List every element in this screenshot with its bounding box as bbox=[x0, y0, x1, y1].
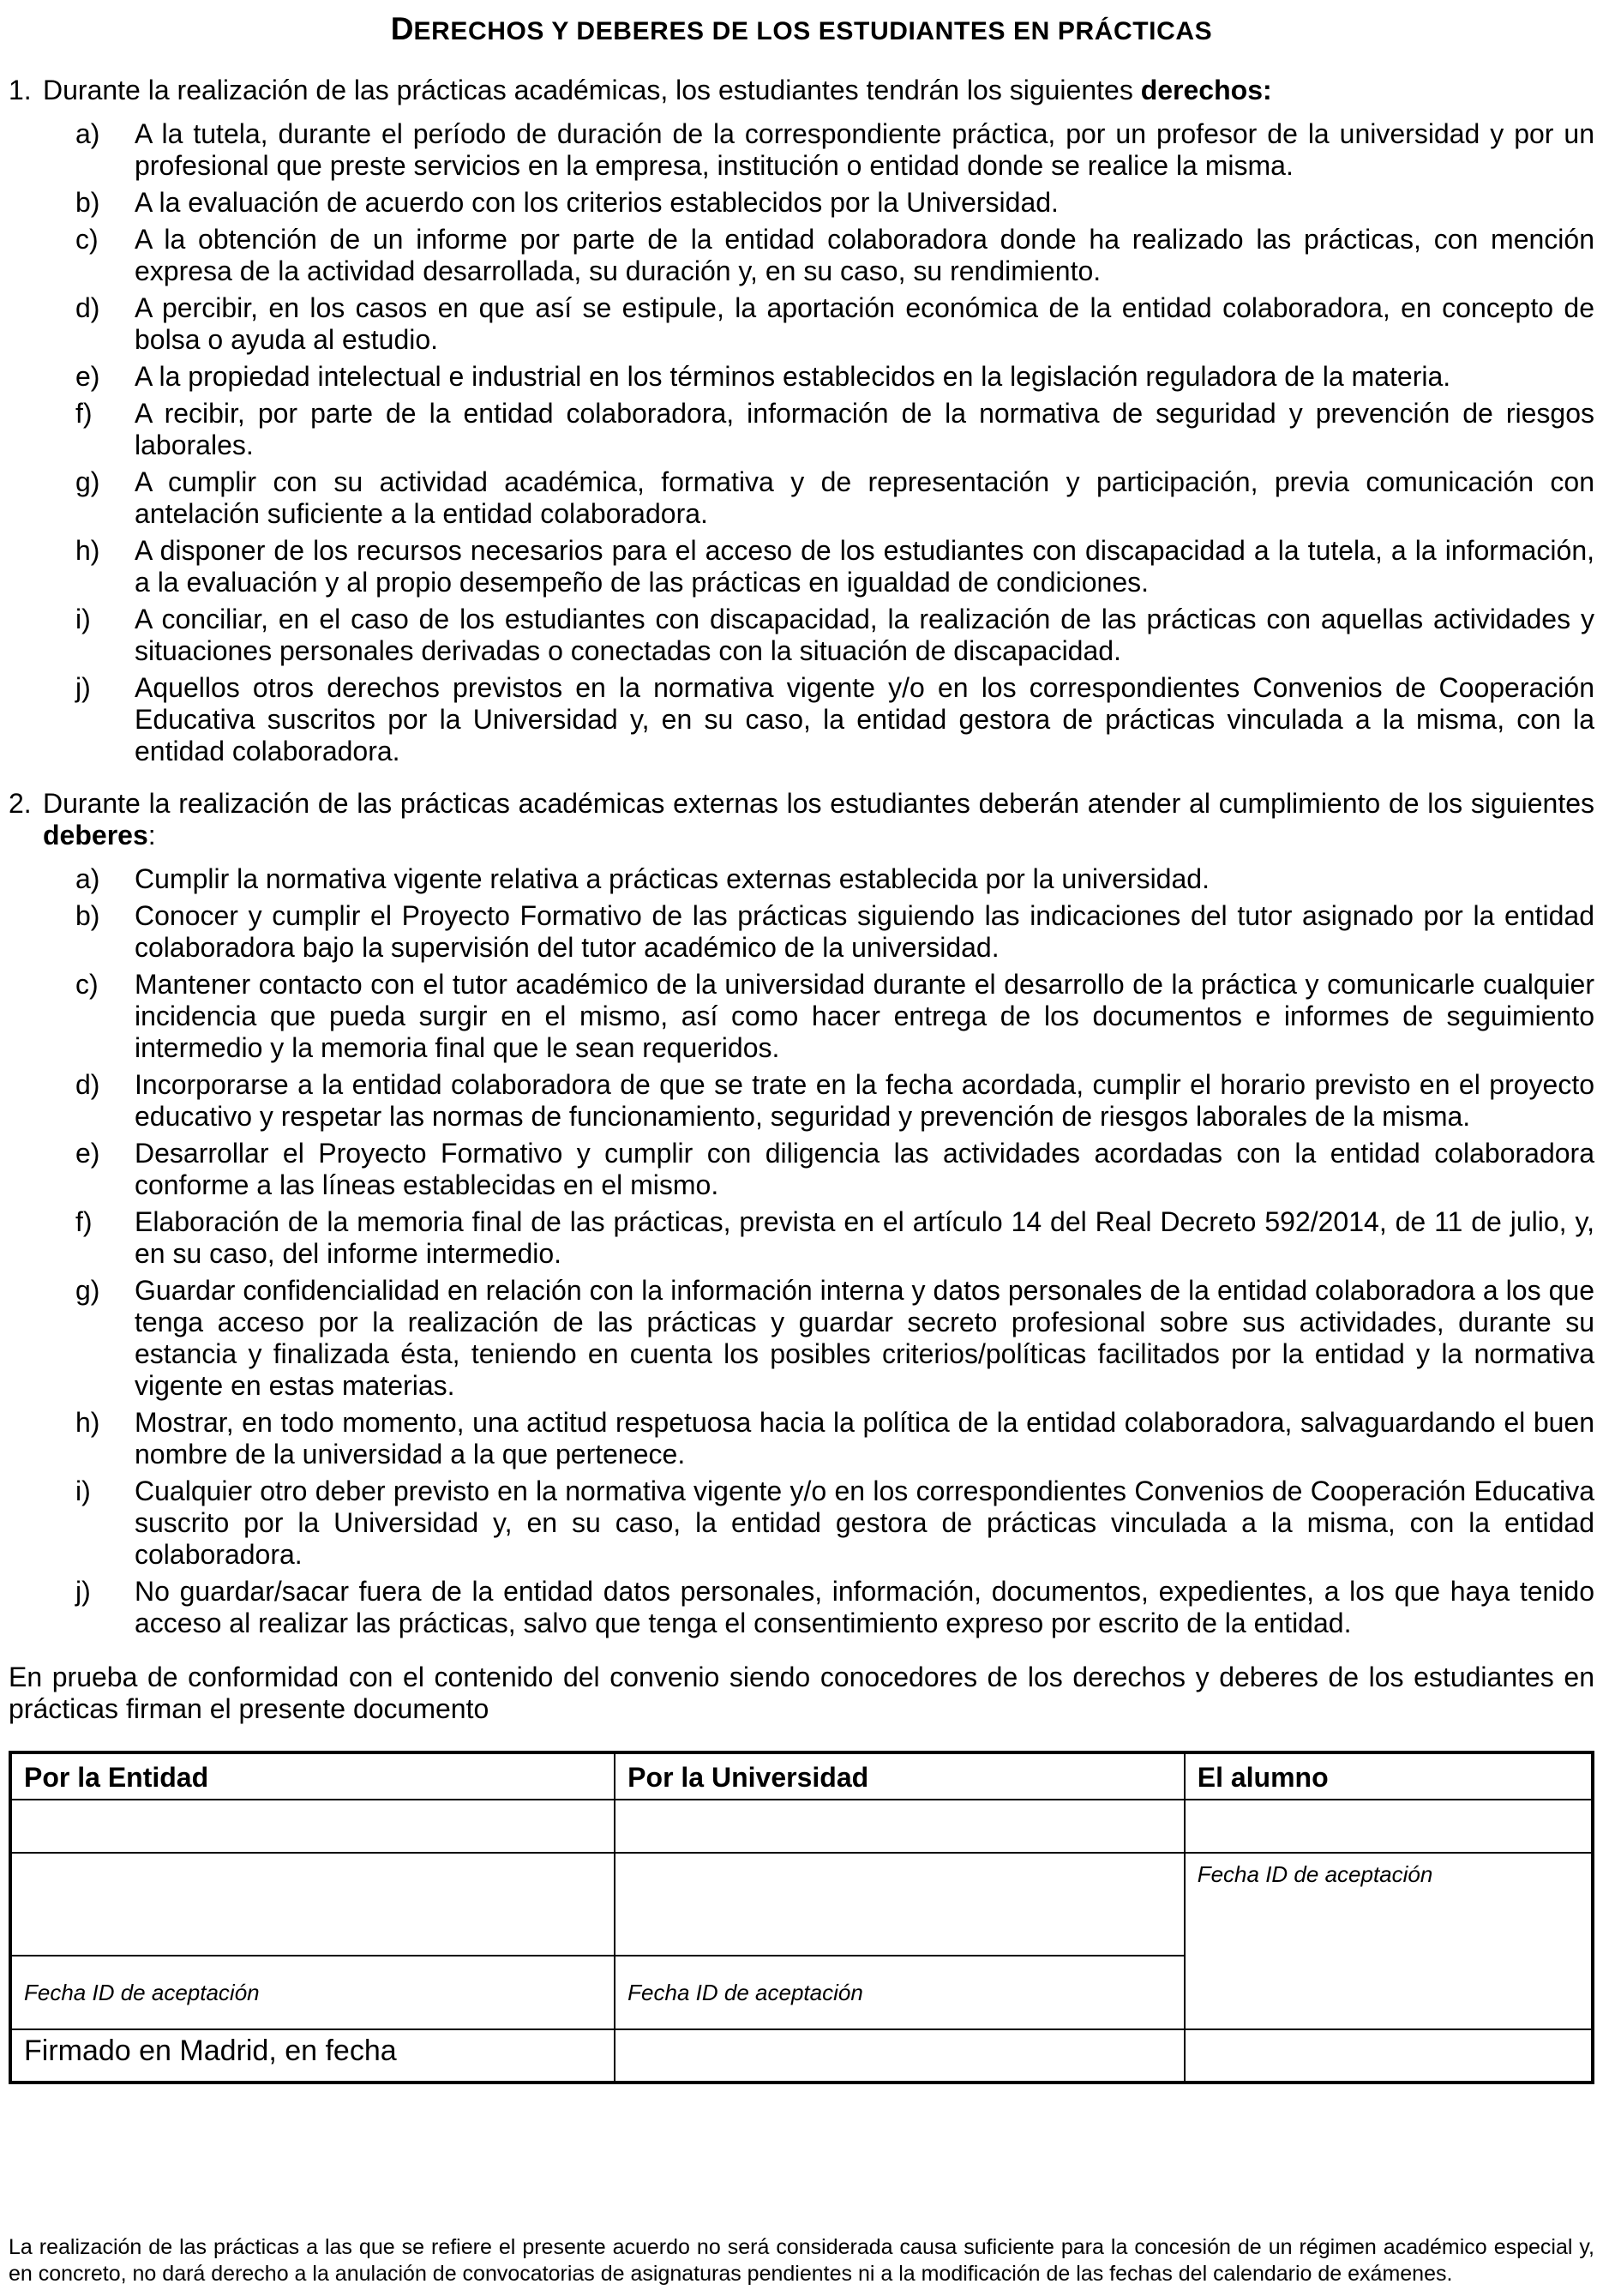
header-universidad: Por la Universidad bbox=[615, 1752, 1185, 1800]
list-item bbox=[9, 672, 1594, 767]
section-intro bbox=[9, 75, 1594, 106]
item-text: Elaboración de la memoria final de las prácticas, prevista en el artículo 14 del Real Decreto 592/2014, de 11 de julio, y, en su caso, del informe intermedio. bbox=[135, 1206, 1594, 1269]
signature-space-entidad bbox=[10, 1853, 615, 1956]
intro-bold-word: derechos: bbox=[1140, 75, 1272, 105]
title-rest: ERECHOS Y DEBERES DE LOS ESTUDIANTES EN PRÁCTICAS bbox=[413, 17, 1213, 45]
item-label: e) bbox=[75, 361, 100, 392]
item-text: A disponer de los recursos necesarios para el acceso de los estudiantes con discapacidad a la tutela, a la información, a la evaluación y al propio desempeño de las prácticas en igualdad de condiciones. bbox=[135, 535, 1594, 598]
signature-table-header-row bbox=[10, 1752, 1593, 1800]
item-text: Aquellos otros derechos previstos en la normativa vigente y/o en los correspondientes Convenios de Cooperación Educativa suscritos por la Universidad y, en su caso, la entidad gestora de prácticas vinculada a la misma, con la entidad colaboradora. bbox=[135, 672, 1594, 766]
header-alumno: El alumno bbox=[1185, 1752, 1593, 1800]
list-item bbox=[9, 224, 1594, 287]
empty-cell-universidad bbox=[615, 1800, 1185, 1853]
item-text: A la obtención de un informe por parte de la entidad colaboradora donde ha realizado las prácticas, con mención expresa de la actividad desarrollada, su duración y, en su caso, su rendimiento. bbox=[135, 224, 1594, 286]
item-label: d) bbox=[75, 1069, 100, 1100]
fecha-aceptacion-alumno: Fecha ID de aceptación bbox=[1185, 1853, 1593, 2029]
signature-table bbox=[9, 1751, 1594, 2084]
firmado-row bbox=[10, 2029, 1593, 2083]
list-item bbox=[9, 1138, 1594, 1201]
list-item bbox=[9, 361, 1594, 393]
item-label: i) bbox=[75, 1476, 91, 1506]
item-label: c) bbox=[75, 969, 99, 1000]
bottom-empty-universidad bbox=[615, 2029, 1185, 2083]
list-item bbox=[9, 398, 1594, 461]
item-text: A la tutela, durante el período de duración de la correspondiente práctica, por un profesor de la universidad y por un profesional que preste servicios en la empresa, institución o entidad donde se realice la misma. bbox=[135, 118, 1594, 181]
list-item bbox=[9, 604, 1594, 667]
item-text: Mostrar, en todo momento, una actitud respetuosa hacia la política de la entidad colaboradora, salvaguardando el buen nombre de la universidad a la que pertenece. bbox=[135, 1407, 1594, 1470]
item-label: a) bbox=[75, 863, 100, 894]
header-entidad: Por la Entidad bbox=[10, 1752, 615, 1800]
item-text: No guardar/sacar fuera de la entidad datos personales, información, documentos, expedientes, a los que haya tenido acceso al realizar las prácticas, salvo que tenga el consentimiento expreso por escrito de la entidad. bbox=[135, 1576, 1594, 1638]
item-text: Desarrollar el Proyecto Formativo y cumplir con diligencia las actividades acordadas con la entidad colaboradora conforme a las líneas establecidas en el mismo. bbox=[135, 1138, 1594, 1200]
item-label: j) bbox=[75, 672, 91, 703]
list-item bbox=[9, 1576, 1594, 1639]
page-title bbox=[9, 12, 1594, 49]
duties-list bbox=[9, 863, 1594, 1639]
list-item bbox=[9, 292, 1594, 356]
intro-bold-word: deberes bbox=[43, 820, 148, 850]
item-text: A cumplir con su actividad académica, formativa y de representación y participación, previa comunicación con antelación suficiente a la entidad colaboradora. bbox=[135, 466, 1594, 529]
signature-space-universidad bbox=[615, 1853, 1185, 1956]
list-item bbox=[9, 863, 1594, 895]
item-label: a) bbox=[75, 118, 100, 149]
item-label: h) bbox=[75, 535, 100, 566]
title-initial: D bbox=[390, 11, 414, 46]
item-label: f) bbox=[75, 1206, 93, 1237]
bottom-empty-alumno bbox=[1185, 2029, 1593, 2083]
list-item bbox=[9, 187, 1594, 219]
intro-after: : bbox=[147, 820, 156, 850]
item-label: g) bbox=[75, 466, 100, 497]
list-item bbox=[9, 1206, 1594, 1270]
list-item bbox=[9, 1476, 1594, 1571]
item-label: e) bbox=[75, 1138, 100, 1169]
intro-text: Durante la realización de las prácticas académicas externas los estudiantes deberán atender al cumplimiento de los siguientes bbox=[43, 788, 1594, 819]
rights-list bbox=[9, 118, 1594, 767]
item-text: Incorporarse a la entidad colaboradora de que se trate en la fecha acordada, cumplir el horario previsto en el proyecto educativo y respetar las normas de funcionamiento, seguridad y prevención de riesgos laborales de la misma. bbox=[135, 1069, 1594, 1132]
item-text: A la propiedad intelectual e industrial en los términos establecidos en la legislación reguladora de la materia. bbox=[135, 361, 1451, 392]
item-label: d) bbox=[75, 292, 100, 323]
item-text: Guardar confidencialidad en relación con la información interna y datos personales de la entidad colaboradora a los que tenga acceso por la realización de las prácticas y guardar secreto profesional sobre sus actividades, durante su estancia y finalizada ésta, teniendo en cuenta los posibles criterios/políticas facilitados por la entidad y la normativa vigente en estas materias. bbox=[135, 1275, 1594, 1401]
section-intro-text bbox=[43, 75, 1594, 106]
footnote: La realización de las prácticas a las que se refiere el presente acuerdo no será considerada causa suficiente para la concesión de un régimen académico especial y, en concreto, no dará derecho a la anulación de convocatorias de asignaturas pendientes ni a la modificación de las fechas del calendario de exámenes. bbox=[9, 2235, 1594, 2286]
rights-section bbox=[9, 75, 1594, 767]
list-item bbox=[9, 1069, 1594, 1133]
item-text: A la evaluación de acuerdo con los criterios establecidos por la Universidad. bbox=[135, 187, 1059, 218]
item-text: Cumplir la normativa vigente relativa a prácticas externas establecida por la universidad. bbox=[135, 863, 1210, 894]
list-item bbox=[9, 900, 1594, 964]
closing-paragraph: En prueba de conformidad con el contenido del convenio siendo conocedores de los derechos y deberes de los estudiantes en prácticas firman el presente documento bbox=[9, 1662, 1594, 1724]
item-label: f) bbox=[75, 398, 93, 429]
item-text: Cualquier otro deber previsto en la normativa vigente y/o en los correspondientes Convenios de Cooperación Educativa suscrito por la Universidad y, en su caso, la entidad gestora de prácticas vinculada a la misma, con la entidad colaboradora. bbox=[135, 1476, 1594, 1570]
list-item bbox=[9, 969, 1594, 1064]
item-text: A recibir, por parte de la entidad colaboradora, información de la normativa de seguridad y prevención de riesgos laborales. bbox=[135, 398, 1594, 460]
fecha-aceptacion-universidad: Fecha ID de aceptación bbox=[615, 1956, 1185, 2029]
list-item bbox=[9, 466, 1594, 530]
item-label: c) bbox=[75, 224, 99, 255]
item-label: b) bbox=[75, 900, 100, 931]
item-label: j) bbox=[75, 1576, 91, 1607]
fecha-aceptacion-entidad: Fecha ID de aceptación bbox=[10, 1956, 615, 2029]
firmado-label: Firmado en Madrid, en fecha bbox=[10, 2029, 615, 2083]
empty-cell-entidad bbox=[10, 1800, 615, 1853]
list-item bbox=[9, 1275, 1594, 1402]
intro-text: Durante la realización de las prácticas académicas, los estudiantes tendrán los siguientes bbox=[43, 75, 1141, 105]
item-text: Mantener contacto con el tutor académico de la universidad durante el desarrollo de la práctica y comunicarle cualquier incidencia que pueda surgir en el mismo, así como hacer entrega de los documentos e informes de seguimiento intermedio y la memoria final que le sean requeridos. bbox=[135, 969, 1594, 1063]
item-text: Conocer y cumplir el Proyecto Formativo de las prácticas siguiendo las indicaciones del tutor asignado por la entidad colaboradora bajo la supervisión del tutor académico de la universidad. bbox=[135, 900, 1594, 963]
section-number: 2. bbox=[9, 788, 32, 819]
list-item bbox=[9, 535, 1594, 598]
item-text: A percibir, en los casos en que así se estipule, la aportación económica de la entidad colaboradora, en concepto de bolsa o ayuda al estudio. bbox=[135, 292, 1594, 355]
section-number: 1. bbox=[9, 75, 32, 105]
section-intro bbox=[9, 788, 1594, 851]
item-label: b) bbox=[75, 187, 100, 218]
list-item bbox=[9, 1407, 1594, 1470]
item-label: i) bbox=[75, 604, 91, 634]
empty-row bbox=[10, 1800, 1593, 1853]
list-item bbox=[9, 118, 1594, 182]
empty-cell-alumno bbox=[1185, 1800, 1593, 1853]
signature-row bbox=[10, 1853, 1593, 1956]
section-intro-text bbox=[43, 788, 1594, 851]
item-label: g) bbox=[75, 1275, 100, 1306]
item-label: h) bbox=[75, 1407, 100, 1438]
duties-section bbox=[9, 788, 1594, 1639]
item-text: A conciliar, en el caso de los estudiantes con discapacidad, la realización de las prácticas con aquellas actividades y situaciones personales derivadas o conectadas con la situación de discapacidad. bbox=[135, 604, 1594, 666]
